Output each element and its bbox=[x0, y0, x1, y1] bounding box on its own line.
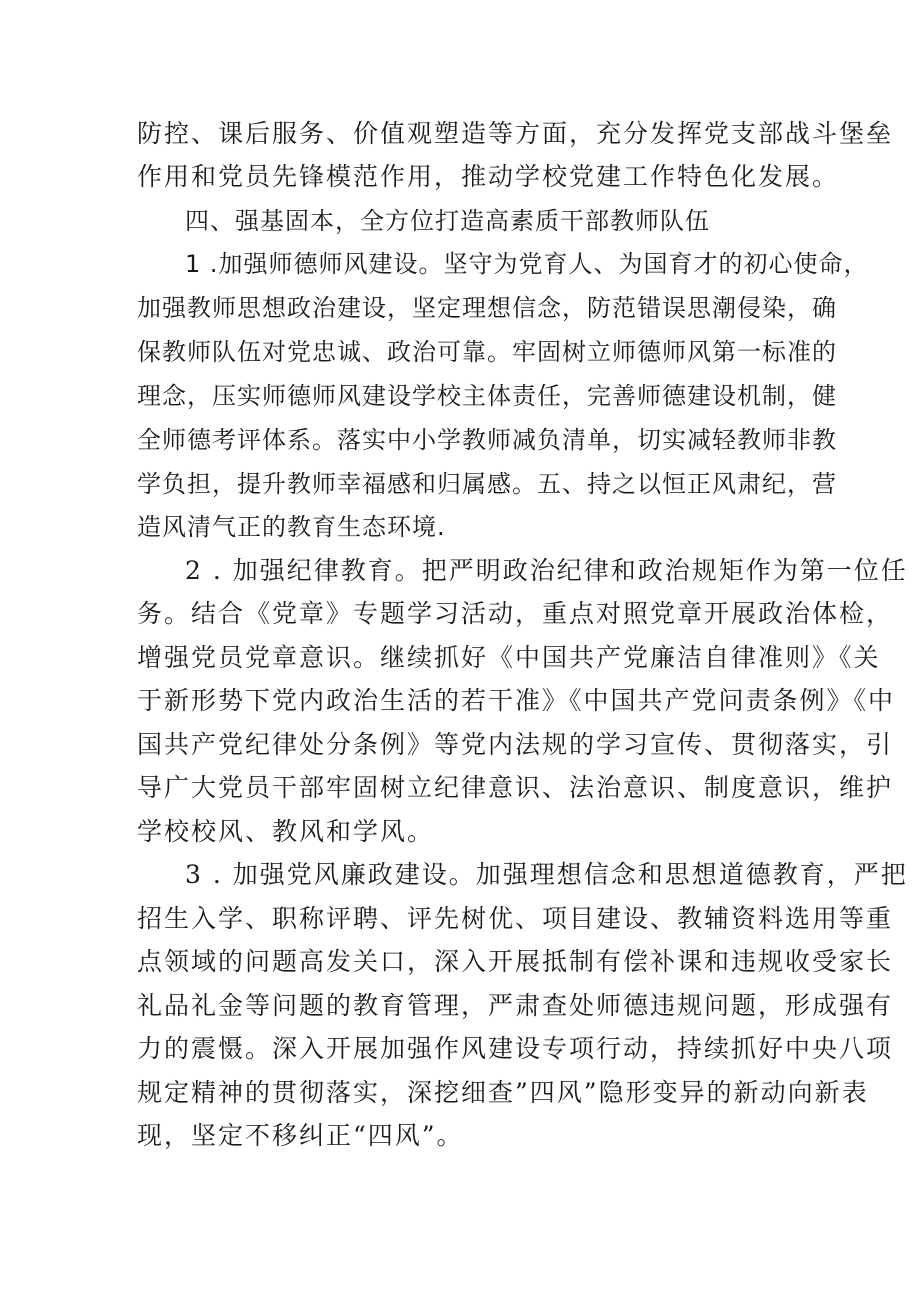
section1-line-5: 全师德考评体系。落实中小学教师减负清单，切实减轻教师非教 bbox=[137, 426, 837, 454]
section3-line-4: 礼品礼金等问题的教育管理，严肃查处师德违规问题，形成强有 bbox=[137, 991, 894, 1020]
section3-line-2: 招生入学、职称评聘、评先树优、项目建设、教辅资料选用等重 bbox=[137, 904, 894, 933]
section1-line-1: 1 .加强师德师风建设。坚守为党育人、为国育才的初心使命， bbox=[185, 250, 869, 278]
section-heading: 四、强基固本，全方位打造高素质干部教师队伍 bbox=[185, 207, 710, 235]
section1-line-4: 理念，压实师德师风建设学校主体责任，完善师德建设机制，健 bbox=[137, 382, 837, 410]
section2-line-3: 增强党员党章意识。继续抓好《中国共产党廉洁自律准则》《关 bbox=[137, 643, 881, 672]
section3-line-3: 点领域的问题高发关口，深入开展抵制有偿补课和违规收受家长 bbox=[137, 947, 894, 976]
section1-line-7: 造风清气正的教育生态环境. bbox=[137, 513, 446, 541]
section1-line-6: 学负担，提升教师幸福感和归属感。五、持之以恒正风肃纪，营 bbox=[137, 470, 837, 498]
section3-line-1: 3 . 加强党风廉政建设。加强理想信念和思想道德教育，严把 bbox=[185, 860, 908, 889]
section2-line-2: 务。结合《党章》专题学习活动，重点对照党章开展政治体检， bbox=[137, 599, 894, 628]
section2-line-7: 学校校风、教风和学风。 bbox=[137, 817, 435, 846]
section3-line-5: 力的震慑。深入开展加强作风建设专项行动，持续抓好中央八项 bbox=[137, 1034, 894, 1063]
section2-line-6: 导广大党员干部牢固树立纪律意识、法治意识、制度意识，维护 bbox=[137, 773, 894, 802]
section2-line-1: 2 . 加强纪律教育。把严明政治纪律和政治规矩作为第一位任 bbox=[185, 556, 908, 585]
intro-line-2: 作用和党员先锋模范作用，推动学校党建工作特色化发展。 bbox=[137, 162, 840, 191]
section1-line-3: 保教师队伍对党忠诚、政治可靠。牢固树立师德师风第一标准的 bbox=[137, 338, 837, 366]
section3-line-7: 现，坚定不移纠正“四风”。 bbox=[137, 1121, 464, 1150]
section2-line-4: 于新形势下党内政治生活的若干准》《中国共产党问责条例》《中 bbox=[137, 686, 896, 715]
intro-line-1: 防控、课后服务、价值观塑造等方面，充分发挥党支部战斗堡垒 bbox=[137, 119, 894, 148]
section2-line-5: 国共产党纪律处分条例》等党内法规的学习宣传、贯彻落实，引 bbox=[137, 730, 894, 759]
section3-line-6: 规定精神的贯彻落实，深挖细查”四风”隐形变异的新动向新表 bbox=[137, 1078, 869, 1107]
section1-line-2: 加强教师思想政治建设，坚定理想信念，防范错误思潮侵染，确 bbox=[137, 294, 837, 322]
